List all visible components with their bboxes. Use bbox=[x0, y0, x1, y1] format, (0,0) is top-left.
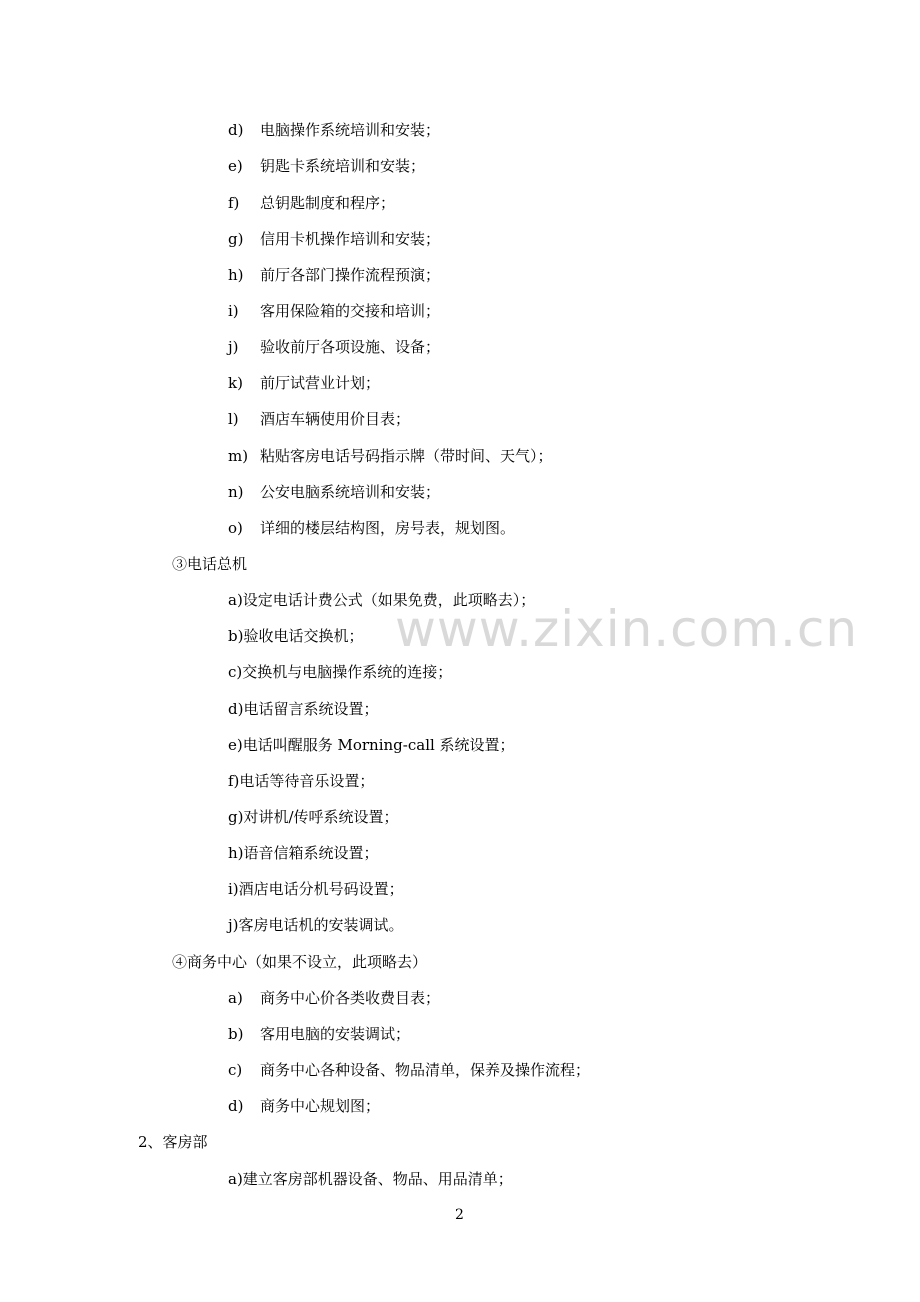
list-item: d)电话留言系统设置； bbox=[228, 700, 379, 718]
list-item: f)电话等待音乐设置； bbox=[228, 772, 375, 790]
item-text: 钥匙卡系统培训和安装； bbox=[260, 157, 426, 175]
section-heading: ④商务中心（如果不设立，此项略去） bbox=[172, 953, 428, 971]
item-text: 商务中心规划图； bbox=[260, 1097, 381, 1115]
list-item: j)客房电话机的安装调试。 bbox=[228, 916, 404, 934]
item-text: 商务中心各种设备、物品清单，保养及操作流程； bbox=[260, 1061, 591, 1079]
item-label: h) bbox=[228, 266, 244, 284]
item-text: 信用卡机操作培训和安装； bbox=[260, 230, 441, 248]
item-label: k) bbox=[228, 374, 243, 392]
item-text: 前厅试营业计划； bbox=[260, 374, 381, 392]
item-label: n) bbox=[228, 483, 244, 501]
item-text: 验收前厅各项设施、设备； bbox=[260, 338, 441, 356]
item-label: d) bbox=[228, 1097, 244, 1115]
item-label: o) bbox=[228, 519, 243, 537]
list-item: b)验收电话交换机； bbox=[228, 627, 364, 645]
list-item: g)对讲机/传呼系统设置； bbox=[228, 808, 399, 826]
item-label: f) bbox=[228, 194, 240, 212]
item-label: a) bbox=[228, 989, 243, 1007]
item-text: 电脑操作系统培训和安装； bbox=[260, 121, 441, 139]
item-text: 商务中心价各类收费目表； bbox=[260, 989, 441, 1007]
item-text: 总钥匙制度和程序； bbox=[260, 194, 396, 212]
watermark: www.zixin.com.cn bbox=[395, 600, 859, 658]
item-label: b) bbox=[228, 1025, 244, 1043]
section-heading: ③电话总机 bbox=[172, 555, 248, 573]
list-item: i)酒店电话分机号码设置； bbox=[228, 880, 404, 898]
item-label: d) bbox=[228, 121, 244, 139]
list-item: a)设定电话计费公式（如果免费，此项略去）； bbox=[228, 591, 536, 609]
item-text: 客用保险箱的交接和培训； bbox=[260, 302, 441, 320]
item-text: 粘贴客房电话号码指示牌（带时间、天气）； bbox=[260, 447, 553, 465]
item-label: i) bbox=[228, 302, 239, 320]
list-item: h)语音信箱系统设置； bbox=[228, 844, 379, 862]
item-text: 前厅各部门操作流程预演； bbox=[260, 266, 441, 284]
item-text: 详细的楼层结构图，房号表，规划图。 bbox=[260, 519, 516, 537]
section-heading: 2、客房部 bbox=[138, 1133, 208, 1151]
list-item: a)建立客房部机器设备、物品、用品清单； bbox=[228, 1170, 513, 1188]
item-label: m) bbox=[228, 447, 249, 465]
item-label: g) bbox=[228, 230, 244, 248]
list-item: e)电话叫醒服务 Morning-call 系统设置； bbox=[228, 736, 515, 754]
item-label: e) bbox=[228, 157, 243, 175]
item-text: 公安电脑系统培训和安装； bbox=[260, 483, 441, 501]
list-item: c)交换机与电脑操作系统的连接； bbox=[228, 663, 453, 681]
item-label: c) bbox=[228, 1061, 243, 1079]
item-text: 酒店车辆使用价目表； bbox=[260, 410, 411, 428]
item-label: l) bbox=[228, 410, 239, 428]
item-text: 客用电脑的安装调试； bbox=[260, 1025, 411, 1043]
page-number: 2 bbox=[455, 1207, 464, 1223]
item-label: j) bbox=[228, 338, 239, 356]
